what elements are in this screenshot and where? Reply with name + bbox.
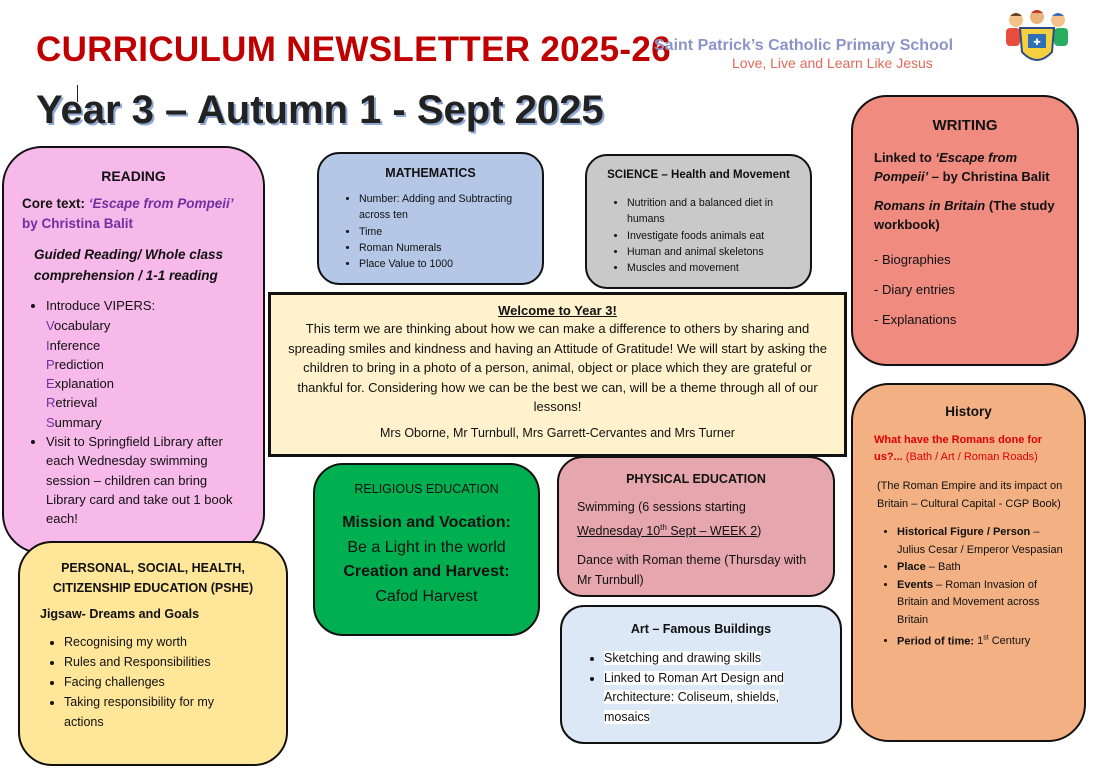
writing-panel <box>851 95 1079 366</box>
svg-text:✚: ✚ <box>1033 38 1041 48</box>
maths-item: • Roman Numerals <box>359 240 530 256</box>
science-item: • Investigate foods animals eat <box>627 228 800 244</box>
viper-explanation: Explanation <box>46 376 114 392</box>
pe-swimming-a: Swimming (6 sessions starting <box>577 500 746 514</box>
school-crest-icon <box>1002 8 1072 70</box>
reading-panel <box>2 146 265 554</box>
history-item: • Historical Figure / Person – Julius Cesar / Emperor Vespasian <box>897 524 1070 559</box>
maths-heading: MATHEMATICS <box>385 166 476 180</box>
maths-panel <box>317 152 544 285</box>
library-list-item: • Visit to Springfield Library after each Wednesday swimming session – children can bring Library card and take out 1 book each! <box>46 432 249 528</box>
writing-linked-prefix: Linked to <box>874 150 936 165</box>
history-item: • Place – Bath <box>897 559 1070 577</box>
re-light: Be a Light in the world <box>347 538 506 556</box>
viper-summary: Summary <box>46 414 102 430</box>
maths-item: • Time <box>359 224 530 240</box>
welcome-body: This term we are thinking about how we can make a difference to others by sharing and spreading smiles and kindness and having an Attitude of Gratitude! We will start by asking the children to bring in a photo of a person, animal, object or place which they are grateful or thankful for. Considering how we can be the best we can, will be a theme through all of our lessons! <box>288 321 827 414</box>
art-heading: Art – Famous Buildings <box>630 622 772 636</box>
guided-reading: Guided Reading/ Whole class comprehension / 1-1 reading <box>34 247 224 283</box>
art-item: • Linked to Roman Art Design and Architecture: Coliseum, shields, mosaics <box>604 669 800 728</box>
art-item: • Sketching and drawing skills <box>604 649 800 669</box>
pshe-item: • Taking responsibility for my actions <box>64 692 256 732</box>
pe-panel <box>557 456 835 597</box>
writing-item: - Biographies <box>874 252 951 267</box>
welcome-teachers: Mrs Oborne, Mr Turnbull, Mrs Garrett-Cervantes and Mrs Turner <box>380 425 735 440</box>
pshe-item: • Facing challenges <box>64 672 256 692</box>
history-panel <box>851 383 1086 742</box>
pshe-jigsaw: Jigsaw- Dreams and Goals <box>40 607 200 621</box>
reading-heading: READING <box>101 168 166 184</box>
viper-retrieval: Retrieval <box>46 395 98 411</box>
re-cafod: Cafod Harvest <box>375 587 478 605</box>
maths-item: • Number: Adding and Subtracting across ten <box>359 191 530 224</box>
newsletter-title: CURRICULUM NEWSLETTER 2025-26 <box>36 30 671 69</box>
science-item: • Muscles and movement <box>627 260 800 276</box>
writing-romans-rest: (The study workbook) <box>874 198 1055 232</box>
science-heading: SCIENCE – Health and Movement <box>607 169 790 181</box>
re-mission: Mission and Vocation: <box>342 514 511 531</box>
history-intro: (The Roman Empire and its impact on Britain – Cultural Capital - CGP Book) <box>877 480 1063 510</box>
science-item: • Human and animal skeletons <box>627 244 800 260</box>
pe-swimming-date: Wednesday 10th Sept – WEEK 2 <box>577 522 758 538</box>
history-item: • Period of time: 1st Century <box>897 630 1070 651</box>
vipers-list-item: • Introduce VIPERS: Vocabulary Inference Prediction Explanation Retrieval Summary <box>46 296 249 432</box>
history-heading: History <box>945 404 992 419</box>
pshe-item: • Recognising my worth <box>64 632 256 652</box>
writing-item: - Explanations <box>874 312 957 327</box>
core-text-label: Core text: <box>22 196 89 211</box>
art-panel <box>560 605 842 744</box>
science-item: • Nutrition and a balanced diet in humans <box>627 195 800 228</box>
history-question-rest: (Bath / Art / Roman Roads) <box>902 451 1038 463</box>
maths-item: • Place Value to 1000 <box>359 256 530 272</box>
writing-linked-suffix: – by Christina Balit <box>928 169 1050 184</box>
re-creation: Creation and Harvest: <box>343 563 510 580</box>
term-title: Year 3 – Autumn 1 - Sept 2025 <box>36 88 604 132</box>
writing-item: - Diary entries <box>874 282 955 297</box>
pshe-panel <box>18 541 288 766</box>
pshe-heading: PERSONAL, SOCIAL, HEALTH, CITIZENSHIP EDUCATION (PSHE) <box>52 561 254 595</box>
writing-romans-title: Romans in Britain <box>874 198 986 213</box>
re-heading: RELIGIOUS EDUCATION <box>354 482 499 496</box>
core-text-title: ‘Escape from Pompeii’ <box>88 196 234 211</box>
viper-vocabulary: Vocabulary <box>46 318 111 334</box>
school-name: Saint Patrick’s Catholic Primary School <box>654 37 954 54</box>
re-panel <box>313 463 540 636</box>
viper-inference: Inference <box>46 337 101 353</box>
pe-swimming-line: Wednesday 10th Sept – WEEK 2) <box>577 522 762 538</box>
viper-prediction: Prediction <box>46 356 104 372</box>
writing-linked-title: ‘Escape from Pompeii’ <box>874 150 1018 184</box>
core-text-author: by Christina Balit <box>22 216 134 231</box>
science-panel <box>585 154 812 289</box>
history-item: • Events – Roman Invasion of Britain and Movement across Britain <box>897 577 1070 630</box>
welcome-heading: Welcome to Year 3! <box>498 303 617 318</box>
history-question: What have the Romans done for us?... <box>874 434 1043 463</box>
writing-heading: WRITING <box>932 117 998 134</box>
welcome-panel <box>268 292 847 457</box>
pshe-item: • Rules and Responsibilities <box>64 652 256 672</box>
school-motto: Love, Live and Learn Like Jesus <box>732 55 933 71</box>
pe-heading: PHYSICAL EDUCATION <box>626 472 766 486</box>
pe-dance: Dance with Roman theme (Thursday with Mr Turnbull) <box>577 553 807 587</box>
